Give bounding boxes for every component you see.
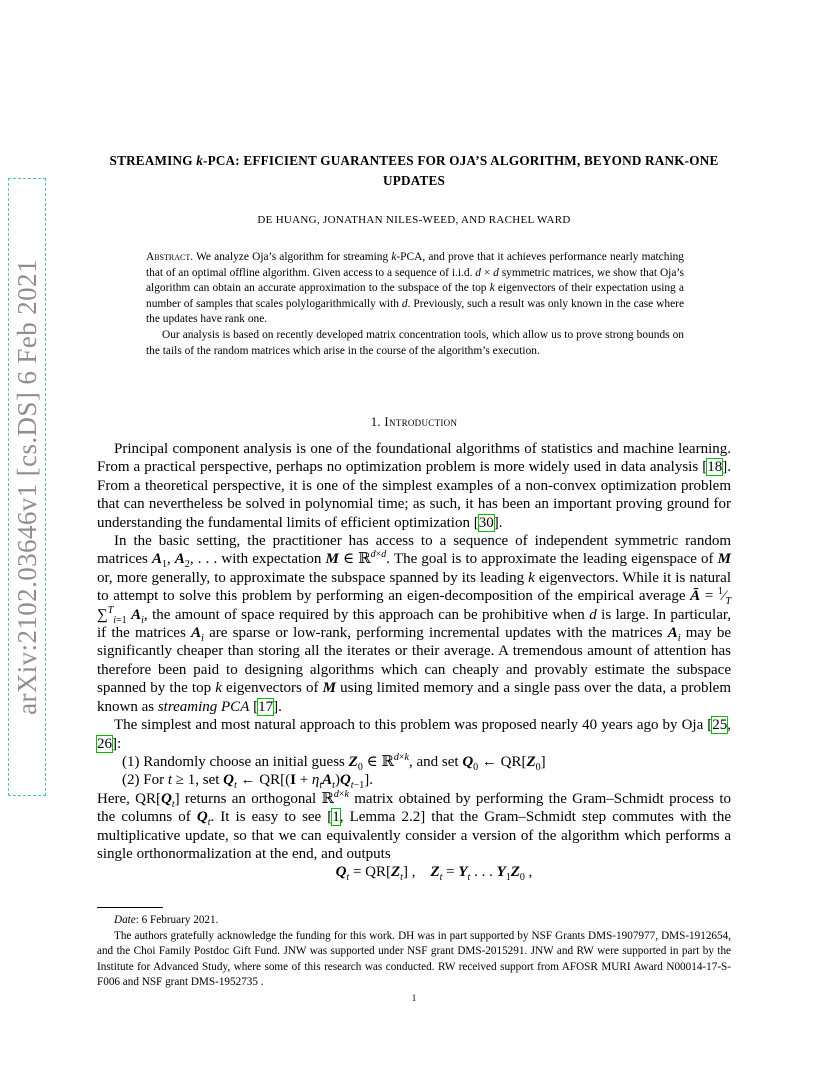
citation-link[interactable]: 17 [258, 698, 274, 715]
paper-title: STREAMING k-PCA: EFFICIENT GUARANTEES FOR OJA’S ALGORITHM, BEYOND RANK-ONE UPDATES [109, 153, 719, 188]
body-text [97, 440, 731, 882]
citation-link[interactable]: 1 [332, 809, 340, 826]
arxiv-stamp[interactable]: arXiv:2102.03646v1 [cs.DS] 6 Feb 2021 [7, 177, 47, 797]
abstract-paragraph-2: Our analysis is based on recently developed matrix concentration tools, which allow us to prove strong bounds on the tails of the random matrices which arise in the course of the algorithm’s execution. [146, 328, 684, 357]
authors: DE HUANG, JONATHAN NILES-WEED, AND RACHEL WARD [257, 214, 571, 226]
footnote-funding: The authors gratefully acknowledge the funding for this work. DH was in part supported by NSF Grants DMS-1907977, DMS-1912654, and the Choi Family Postdoc Gift Fund. JNW was supported under NSF grant DMS-2015291. JNW and RW were supported in part by the Institute for Advanced Study, where some of this research was conducted. RW received support from AFOSR MURI Award N00014-17-S-F006 and NSF grant DMS-1952735 . [97, 929, 731, 989]
paragraph-3: The simplest and most natural approach to this problem was proposed nearly 40 years ago by Oja [25, 26]: [97, 717, 731, 752]
list-item: (2) For t ≥ 1, set $Q_t$ ← $QR[(I + \eta_tA_t)Q_{t-1}]$. [122, 772, 373, 792]
list-item: (1) Randomly choose an initial guess $Z_0$ ∈ ℝ$^{d\times k}$, and set $Q_0$ ← $QR[Z_0]$ [122, 751, 546, 773]
abstract-heading: Abstract. [146, 251, 194, 263]
citation-link[interactable]: 18 [707, 459, 723, 476]
equation: $Q_t = QR[Z_t]$ , $Z_t = Y_t$ . . . $Y_1Z_0$ , [335, 864, 533, 884]
footnote-date: Date: 6 February 2021. [114, 914, 219, 926]
abstract: Abstract. We analyze Oja’s algorithm for streaming k-PCA, and prove that it achieves performance nearly matching that of an optimal offline algorithm. Given access to a sequence of i.i.d. d × d symmetric matrices, we show that Oja’s algorithm can obtain an accurate approximation to the subspace of the top k eigenvectors of their expectation using a number of samples that scales polylogarithmically with d. Previously, such a result was only known in the case where the updates have rank one. Our analysis is based on recently developed matrix concentration tools, which allow us to prove strong bounds on the tails of the random matrices which arise in the course of the algorithm’s execution. [146, 250, 684, 359]
algorithm-steps [97, 753, 731, 790]
paragraph-4: Here, $QR[Q_t]$ returns an orthogonal ℝ$^{d\times k}$ matrix obtained by performing the Gram–Schmidt process to the columns of $Q_t$. It is easy to see [1, Lemma 2.2] that the Gram–Schmidt step commutes with the multiplicative update, so that we can equivalently consider a version of the algorithm which performs a single orthonormalization at the end, and outputs [97, 788, 732, 862]
citation-link[interactable]: 26 [97, 735, 112, 752]
section-heading: 1. Introduction [370, 415, 458, 429]
page-number: 1 [411, 993, 417, 1003]
citation-link[interactable]: 30 [478, 514, 494, 531]
paragraph-1: Principal component analysis is one of the foundational algorithms of statistics and machine learning. From a practical perspective, perhaps no optimization problem is more widely used in data analysis [18]. From a theoretical perspective, it is one of the simplest examples of a non-convex optimization problem that can nevertheless be solved in polynomial time; as such, it has been an important proving ground for understanding the fundamental limits of efficient optimization [30]. [97, 441, 731, 531]
citation-link[interactable]: 25 [712, 717, 728, 734]
paragraph-2: In the basic setting, the practitioner has access to a sequence of independent symmetric random matrices $A_1$, $A_2$, . . . with expectation M ∈ ℝ$^{d\times d}$. The goal is to approximate the leading eigenspace of M or, more generally, to approximate the subspace spanned by its leading k eigenvectors. While it is natural to attempt to solve this problem by performing an eigen-decomposition of the empirical average Ā = $^1⁄_T$ ∑$^T_{i=1}$ $A_i$, the amount of space required by this approach can be prohibitive when d is large. In particular, if the matrices $A_i$ are sparse or low-rank, performing incremental updates with the matrices $A_i$ may be significantly cheaper than storing all the iterates or their average. A tremendous amount of attention has therefore been paid to designing algorithms which can cheaply and provably estimate the subspace spanned by the top k eigenvectors of M using limited memory and a single pass over the data, a problem known as streaming PCA [17]. [97, 533, 732, 715]
footnotes [97, 913, 731, 991]
footnote-rule [97, 907, 163, 908]
